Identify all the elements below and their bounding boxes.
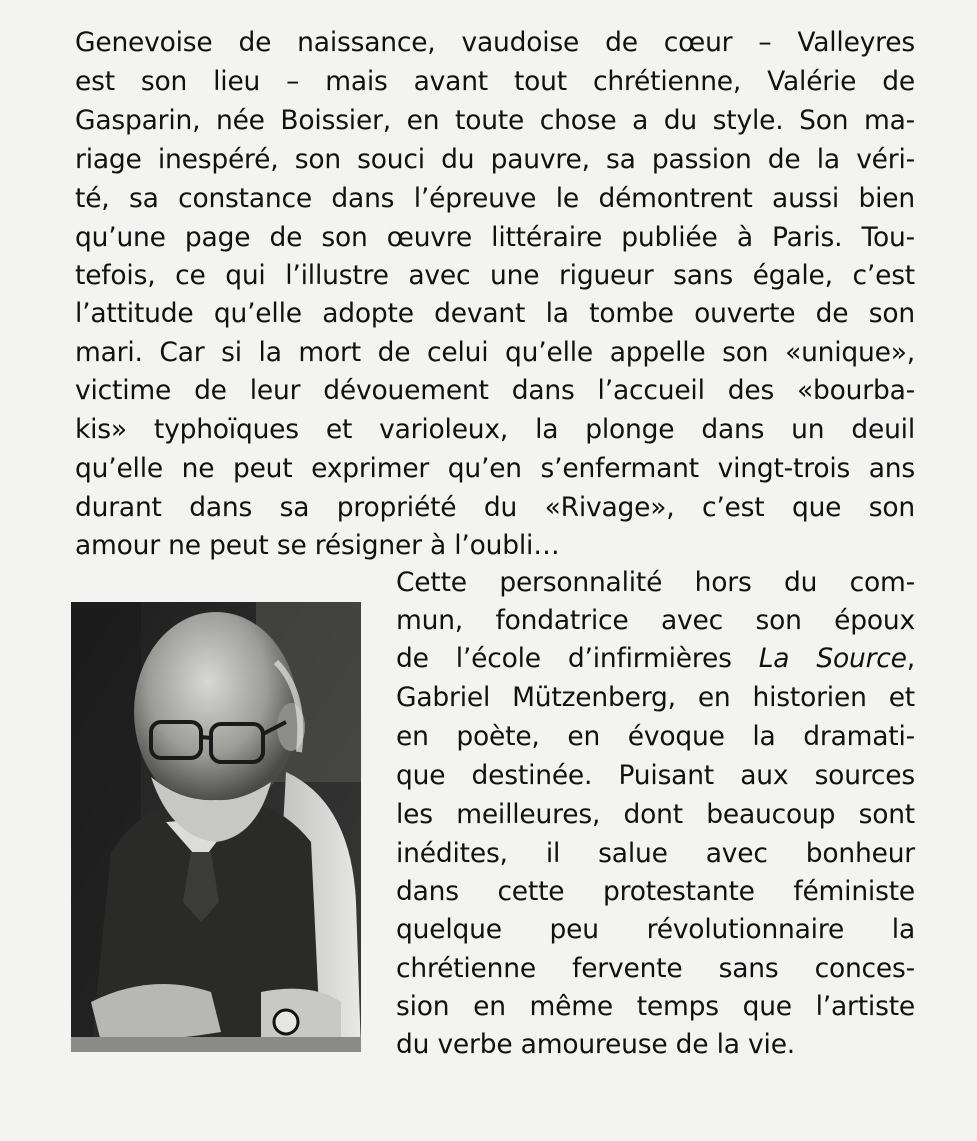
paragraph1-line: victime de leur dévouement dans l’accueil des «bourba- [75,375,915,406]
paragraph2-line-with-title [396,640,915,678]
paragraph2-line: Gabriel Mützenberg, en historien et [396,682,915,713]
paragraph2-line: inédites, il salue avec bonheur [396,838,915,869]
paragraph2-line: mun, fondatrice avec son époux [396,605,915,636]
paragraph1-line: durant dans sa propriété du «Rivage», c’est que son [75,492,915,523]
paragraph2-line: les meilleures, dont beaucoup sont [396,799,915,830]
paragraph2-line: du verbe amoureuse de la vie. [396,1029,796,1060]
paragraph1-line: riage inespéré, son souci du pauvre, sa passion de la véri- [75,144,915,175]
paragraph1-line: mari. Car si la mort de celui qu’elle appelle son «unique», [75,337,915,368]
paragraph2-line: Cette personnalité hors du com- [396,567,915,598]
paragraph1-line: Genevoise de naissance, vaudoise de cœur – Valleyres [75,27,915,58]
author-portrait-illustration [71,602,361,1052]
paragraph1-line: est son lieu – mais avant tout chrétienne, Valérie de [75,66,915,97]
paragraph1-line: kis» typhoïques et varioleux, la plonge dans un deuil [75,414,915,445]
paragraph1-line: Gasparin, née Boissier, en toute chose a du style. Son ma- [75,105,915,136]
paragraph1-line: tefois, ce qui l’illustre avec une rigueur sans égale, c’est [75,260,915,291]
paragraph2-line: quelque peu révolutionnaire la [396,914,915,945]
paragraph2-line: chrétienne fervente sans conces- [396,953,915,984]
school-name-italic: La Source [758,643,907,674]
paragraph1-line: qu’elle ne peut exprimer qu’en s’enfermant vingt-trois ans [75,453,915,484]
paragraph2-line: sion en même temps que l’artiste [396,991,915,1022]
text-segment: , [906,643,915,674]
paragraph2-line: que destinée. Puisant aux sources [396,760,915,791]
paragraph1-line: té, sa constance dans l’épreuve le démontrent aussi bien [75,183,915,214]
paragraph1-line: l’attitude qu’elle adopte devant la tombe ouverte de son [75,298,915,329]
paragraph1-line: amour ne peut se résigner à l’oubli… [75,530,560,561]
text-segment: de l’école d’infirmières [396,643,759,674]
author-photo [71,602,361,1052]
paragraph1-line: qu’une page de son œuvre littéraire publiée à Paris. Tou- [75,222,915,253]
paragraph2-line: en poète, en évoque la dramati- [396,721,915,752]
paragraph2-line: dans cette protestante féministe [396,876,915,907]
